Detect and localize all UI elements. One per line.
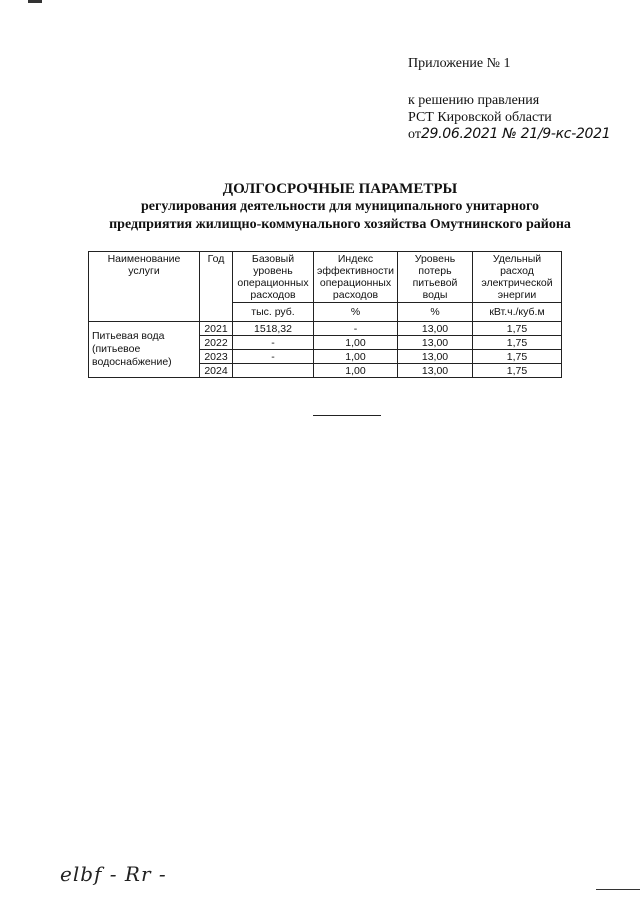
row-base-cost xyxy=(233,364,314,378)
decision-prefix: от xyxy=(408,127,421,142)
row-losses: 13,00 xyxy=(398,364,473,378)
decision-date-number: 29.06.2021 № 21/9-кс-2021 xyxy=(420,126,611,142)
row-year: 2023 xyxy=(200,350,233,364)
row-energy: 1,75 xyxy=(473,364,562,378)
row-year: 2022 xyxy=(200,336,233,350)
document-title xyxy=(60,180,620,234)
unit-losses: % xyxy=(398,303,473,322)
row-losses: 13,00 xyxy=(398,322,473,336)
parameters-table xyxy=(88,251,562,378)
row-efficiency: - xyxy=(314,322,398,336)
row-efficiency: 1,00 xyxy=(314,350,398,364)
unit-energy: кВт.ч./куб.м xyxy=(473,303,562,322)
title-line-3: предприятия жилищно-коммунального хозяйства Омутнинского района xyxy=(109,217,571,232)
unit-base-cost: тыс. руб. xyxy=(233,303,314,322)
service-name: Питьевая вода (питьевое водоснабжение) xyxy=(89,322,200,378)
handwritten-signature: elbf - Rr - xyxy=(60,862,167,886)
row-losses: 13,00 xyxy=(398,336,473,350)
decision-reference xyxy=(408,92,610,143)
row-energy: 1,75 xyxy=(473,322,562,336)
header-energy: Удельный расход электрической энергии xyxy=(473,252,562,303)
decision-line-2: РСТ Кировской области xyxy=(408,110,552,125)
title-line-2: регулирования деятельности для муниципального унитарного xyxy=(141,199,539,214)
row-efficiency: 1,00 xyxy=(314,336,398,350)
header-efficiency: Индекс эффективности операционных расходов xyxy=(314,252,398,303)
scan-corner-mark xyxy=(28,0,42,3)
row-losses: 13,00 xyxy=(398,350,473,364)
row-efficiency: 1,00 xyxy=(314,364,398,378)
row-base-cost: - xyxy=(233,350,314,364)
header-year: Год xyxy=(200,252,233,322)
row-year: 2024 xyxy=(200,364,233,378)
table-row xyxy=(89,322,562,336)
row-year: 2021 xyxy=(200,322,233,336)
closing-rule xyxy=(313,415,381,416)
unit-efficiency: % xyxy=(314,303,398,322)
row-energy: 1,75 xyxy=(473,336,562,350)
row-base-cost: - xyxy=(233,336,314,350)
bottom-rule xyxy=(596,889,640,890)
appendix-label: Приложение № 1 xyxy=(408,56,511,71)
header-base-cost: Базовый уровень операционных расходов xyxy=(233,252,314,303)
decision-line-3 xyxy=(408,126,610,143)
decision-line-1: к решению правления xyxy=(408,93,540,108)
header-service: Наименование услуги xyxy=(89,252,200,322)
header-losses: Уровень потерь питьевой воды xyxy=(398,252,473,303)
title-line-1: ДОЛГОСРОЧНЫЕ ПАРАМЕТРЫ xyxy=(222,181,458,197)
row-energy: 1,75 xyxy=(473,350,562,364)
row-base-cost: 1518,32 xyxy=(233,322,314,336)
table-header-row xyxy=(89,252,562,303)
